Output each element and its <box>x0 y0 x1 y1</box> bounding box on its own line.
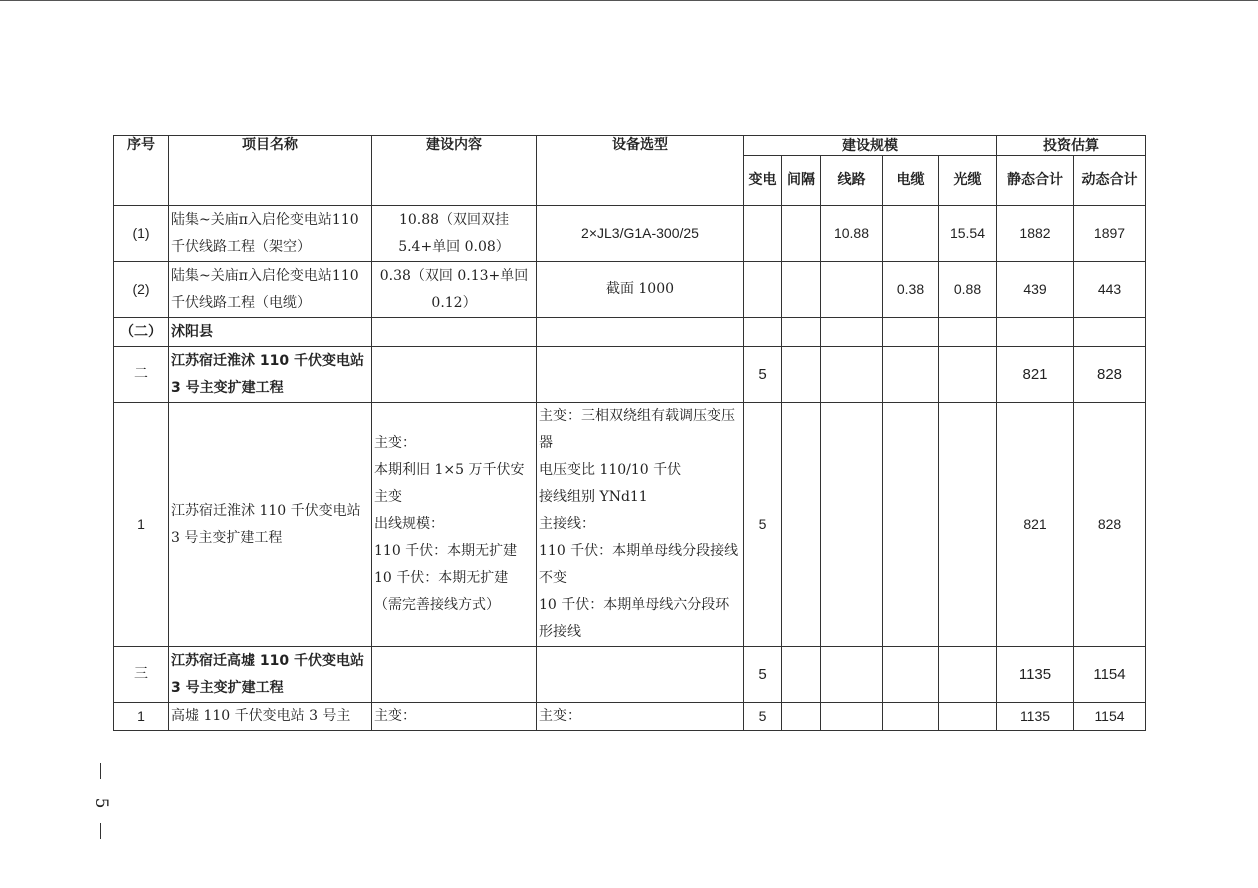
cell-line <box>821 403 883 647</box>
subheader-static-total: 静态合计 <box>997 156 1074 206</box>
subheader-substation: 变电 <box>744 156 782 206</box>
page-number-dash-top <box>100 763 101 779</box>
cell-line <box>821 262 883 318</box>
subheader-line: 线路 <box>821 156 883 206</box>
subheader-bay: 间隔 <box>782 156 821 206</box>
page-number-digit: 5 <box>91 797 111 809</box>
table-row <box>114 403 1146 647</box>
row-name: 江苏宿迁淮沭 110 千伏变电站 3 号主变扩建工程 <box>169 403 372 647</box>
table-row <box>114 262 1146 318</box>
cell-substation <box>744 262 782 318</box>
row-content-text: 主变： 本期利旧 1×5 万千伏安主变 出线规模： 110 千伏：本期无扩建 10 千伏：本期无扩建（需完善接线方式） <box>374 435 525 613</box>
empty-cell <box>372 318 537 347</box>
row-seq: 1 <box>114 403 169 647</box>
empty-cell <box>537 318 744 347</box>
cell-static-total: 1135 <box>997 647 1074 703</box>
cell-bay <box>782 206 821 262</box>
empty-cell <box>782 318 821 347</box>
empty-cell <box>821 318 883 347</box>
row-name: 江苏宿迁高墟 110 千伏变电站 3 号主变扩建工程 <box>169 647 372 703</box>
cell-fiber <box>939 347 997 403</box>
cell-dynamic-total: 1154 <box>1074 703 1146 731</box>
table-row <box>114 647 1146 703</box>
cell-fiber <box>939 647 997 703</box>
empty-cell <box>537 347 744 403</box>
table-row <box>114 703 1146 731</box>
subheader-fiber: 光缆 <box>939 156 997 206</box>
cell-substation: 5 <box>744 403 782 647</box>
page-number-dash-bottom <box>100 823 101 839</box>
row-name: 江苏宿迁淮沭 110 千伏变电站 3 号主变扩建工程 <box>169 347 372 403</box>
row-equipment <box>537 403 744 647</box>
row-equipment-text: 主变：三相双绕组有载调压变压器 电压变比 110/10 千伏 接线组别 YNd11 主接线： 110 千伏：本期单母线分段接线不变 10 千伏：本期单母线六分段环形接线 <box>539 408 739 640</box>
row-seq: 1 <box>114 703 169 731</box>
cell-bay <box>782 262 821 318</box>
row-content: 主变： <box>372 703 537 731</box>
cell-substation <box>744 206 782 262</box>
header-row <box>114 136 1146 156</box>
cell-line <box>821 647 883 703</box>
header-content: 建设内容 <box>372 136 537 206</box>
cell-static-total: 821 <box>997 347 1074 403</box>
cell-cable <box>883 647 939 703</box>
empty-cell <box>1074 318 1146 347</box>
empty-cell <box>883 318 939 347</box>
row-content: 10.88（双回双挂 5.4+单回 0.08） <box>372 206 537 262</box>
row-seq: (1) <box>114 206 169 262</box>
empty-cell <box>372 347 537 403</box>
cell-cable <box>883 703 939 731</box>
empty-cell <box>744 318 782 347</box>
subheader-dynamic-total: 动态合计 <box>1074 156 1146 206</box>
cell-bay <box>782 647 821 703</box>
row-seq: 三 <box>114 647 169 703</box>
empty-cell <box>372 647 537 703</box>
cell-line <box>821 347 883 403</box>
cell-fiber: 15.54 <box>939 206 997 262</box>
cell-bay <box>782 703 821 731</box>
header-equipment: 设备选型 <box>537 136 744 206</box>
empty-cell <box>537 647 744 703</box>
table-row <box>114 206 1146 262</box>
cell-dynamic-total: 828 <box>1074 347 1146 403</box>
header-invest: 投资估算 <box>997 136 1146 156</box>
row-seq: (2) <box>114 262 169 318</box>
page-number <box>88 763 116 843</box>
cell-cable <box>883 206 939 262</box>
cell-fiber <box>939 403 997 647</box>
subheader-cable: 电缆 <box>883 156 939 206</box>
cell-dynamic-total: 828 <box>1074 403 1146 647</box>
row-content <box>372 403 537 647</box>
cell-static-total: 439 <box>997 262 1074 318</box>
cell-dynamic-total: 1897 <box>1074 206 1146 262</box>
table-row <box>114 347 1146 403</box>
cell-line: 10.88 <box>821 206 883 262</box>
cell-static-total: 1135 <box>997 703 1074 731</box>
cell-static-total: 821 <box>997 403 1074 647</box>
row-seq: （二） <box>114 318 169 347</box>
cell-cable <box>883 403 939 647</box>
cell-fiber <box>939 703 997 731</box>
cell-cable: 0.38 <box>883 262 939 318</box>
row-equipment: 截面 1000 <box>537 262 744 318</box>
cell-bay <box>782 403 821 647</box>
row-seq: 二 <box>114 347 169 403</box>
cell-substation: 5 <box>744 347 782 403</box>
cell-dynamic-total: 443 <box>1074 262 1146 318</box>
header-seq: 序号 <box>114 136 169 206</box>
cell-static-total: 1882 <box>997 206 1074 262</box>
header-name: 项目名称 <box>169 136 372 206</box>
cell-bay <box>782 347 821 403</box>
empty-cell <box>939 318 997 347</box>
row-equipment: 主变： <box>537 703 744 731</box>
cell-line <box>821 703 883 731</box>
top-rule <box>0 0 1258 1</box>
cell-substation: 5 <box>744 647 782 703</box>
row-name: 陆集~关庙π入启伦变电站110千伏线路工程（架空） <box>169 206 372 262</box>
row-content: 0.38（双回 0.13+单回 0.12） <box>372 262 537 318</box>
row-name: 陆集~关庙π入启伦变电站110千伏线路工程（电缆） <box>169 262 372 318</box>
row-name: 高墟 110 千伏变电站 3 号主 <box>169 703 372 731</box>
cell-dynamic-total: 1154 <box>1074 647 1146 703</box>
empty-cell <box>997 318 1074 347</box>
table-row <box>114 318 1146 347</box>
header-scale: 建设规模 <box>744 136 997 156</box>
project-table <box>113 135 1146 731</box>
row-name: 沭阳县 <box>169 318 372 347</box>
cell-substation: 5 <box>744 703 782 731</box>
cell-cable <box>883 347 939 403</box>
cell-fiber: 0.88 <box>939 262 997 318</box>
row-equipment: 2×JL3/G1A-300/25 <box>537 206 744 262</box>
